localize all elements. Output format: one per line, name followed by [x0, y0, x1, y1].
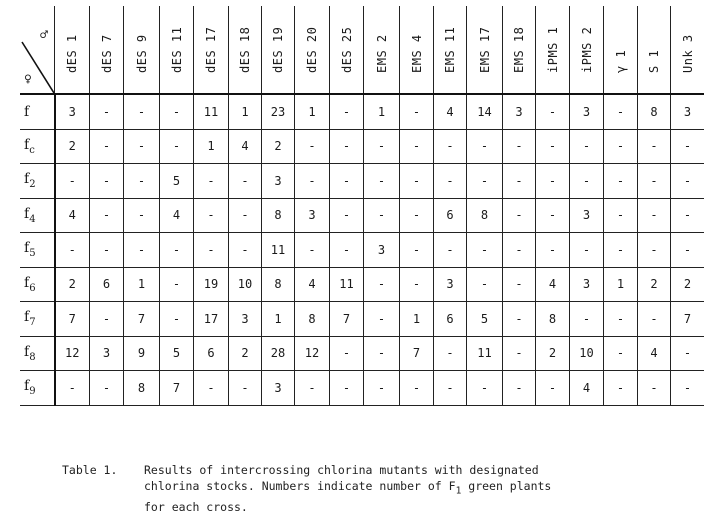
table-cell: -: [160, 94, 194, 129]
column-header-label: iPMS 2: [579, 26, 594, 73]
table-cell: 8: [638, 94, 671, 129]
table-cell: -: [638, 233, 671, 268]
table-cell: 3: [570, 198, 604, 233]
table-cell: -: [467, 164, 503, 199]
table-cell: 6: [434, 198, 467, 233]
table-cell: 2: [536, 336, 570, 371]
column-header-label: S 1: [647, 49, 661, 73]
table-cell: -: [400, 94, 434, 129]
table-cell: -: [638, 129, 671, 164]
table-cell: 10: [229, 267, 262, 302]
column-header: [262, 6, 295, 94]
column-header: [124, 6, 160, 94]
table-cell: -: [467, 371, 503, 406]
table-cell: -: [330, 164, 364, 199]
table-cell: -: [124, 164, 160, 199]
table-cell: -: [364, 302, 400, 337]
table-cell: -: [536, 164, 570, 199]
table-cell: -: [194, 198, 229, 233]
table-cell: -: [55, 233, 90, 268]
table-cell: 3: [364, 233, 400, 268]
table-cell: -: [503, 267, 536, 302]
table-cell: 6: [434, 302, 467, 337]
table-cell: 4: [638, 336, 671, 371]
table-cell: -: [434, 371, 467, 406]
table-cell: 3: [90, 336, 124, 371]
table-cell: -: [194, 164, 229, 199]
table-cell: 1: [364, 94, 400, 129]
table-cell: -: [638, 302, 671, 337]
column-header-label: EMS 17: [477, 26, 492, 73]
table-cell: -: [364, 198, 400, 233]
table-cell: -: [434, 164, 467, 199]
table-cell: -: [503, 129, 536, 164]
table-cell: -: [570, 129, 604, 164]
table-cell: -: [364, 129, 400, 164]
table-cell: 28: [262, 336, 295, 371]
table-cell: 1: [124, 267, 160, 302]
table-cell: 4: [229, 129, 262, 164]
table-cell: -: [229, 233, 262, 268]
table-cell: 1: [400, 302, 434, 337]
table-cell: 12: [295, 336, 330, 371]
table-cell: 3: [295, 198, 330, 233]
column-header: [229, 6, 262, 94]
table-cell: -: [55, 164, 90, 199]
table-cell: 8: [262, 198, 295, 233]
column-header-label: dES 7: [99, 34, 114, 73]
table-cell: -: [55, 371, 90, 406]
table-cell: -: [160, 233, 194, 268]
table-cell: 3: [570, 267, 604, 302]
table-row: [20, 164, 704, 199]
table-cell: 7: [124, 302, 160, 337]
table-cell: 4: [536, 267, 570, 302]
table-cell: 2: [638, 267, 671, 302]
table-cell: -: [364, 164, 400, 199]
table-caption: [62, 462, 644, 515]
table-cell: -: [536, 233, 570, 268]
table-cell: 7: [400, 336, 434, 371]
column-header-label: dES 18: [238, 26, 252, 73]
table-cell: -: [671, 198, 705, 233]
caption-line-2: chlorina stocks. Numbers indicate number of $F_1$ green plants: [144, 479, 552, 497]
table-cell: -: [160, 267, 194, 302]
table-cell: 14: [467, 94, 503, 129]
column-header-label: EMS 4: [409, 34, 424, 73]
column-header: [55, 6, 90, 94]
table-cell: 7: [55, 302, 90, 337]
caption-line-1: Results of intercrossing chlorina mutants with designated: [144, 463, 539, 477]
table-cell: -: [604, 233, 638, 268]
table-cell: 8: [124, 371, 160, 406]
table-cell: 19: [194, 267, 229, 302]
table-cell: 2: [229, 336, 262, 371]
table-row: [20, 336, 704, 371]
table-cell: -: [400, 164, 434, 199]
table-cell: 3: [55, 94, 90, 129]
table-row: [20, 94, 704, 129]
column-header: [570, 6, 604, 94]
table-cell: -: [229, 198, 262, 233]
row-label: $f_7$: [20, 302, 55, 337]
table-cell: 6: [90, 267, 124, 302]
table-cell: 1: [262, 302, 295, 337]
table-cell: 11: [262, 233, 295, 268]
column-header-label: dES 9: [134, 34, 149, 73]
table-cell: -: [536, 129, 570, 164]
column-header: [160, 6, 194, 94]
column-header: [330, 6, 364, 94]
table-cell: -: [604, 336, 638, 371]
table-cell: -: [330, 129, 364, 164]
table-cell: 8: [536, 302, 570, 337]
table-cell: -: [467, 129, 503, 164]
row-label: $f_9$: [20, 371, 55, 406]
table-cell: -: [503, 371, 536, 406]
table-cell: 3: [229, 302, 262, 337]
table-cell: 1: [194, 129, 229, 164]
table-cell: -: [330, 94, 364, 129]
table-cell: -: [434, 336, 467, 371]
table-cell: -: [295, 164, 330, 199]
table-cell: -: [434, 233, 467, 268]
table-cell: -: [604, 94, 638, 129]
table-cell: -: [364, 267, 400, 302]
table-cell: -: [124, 233, 160, 268]
column-header-label: EMS 11: [443, 26, 457, 73]
table-cell: -: [536, 94, 570, 129]
column-header: [467, 6, 503, 94]
table-cell: -: [434, 129, 467, 164]
intercross-table: [20, 6, 704, 406]
row-label: $f_6$: [20, 267, 55, 302]
table-cell: 4: [570, 371, 604, 406]
table-cell: -: [536, 198, 570, 233]
table-cell: 8: [295, 302, 330, 337]
table-row: [20, 233, 704, 268]
table-cell: -: [604, 129, 638, 164]
table-cell: -: [638, 164, 671, 199]
table-cell: -: [124, 198, 160, 233]
table-cell: -: [671, 371, 705, 406]
column-header-label: Unk 3: [680, 34, 695, 73]
table-cell: -: [90, 94, 124, 129]
table-cell: -: [364, 336, 400, 371]
column-header: [434, 6, 467, 94]
table-cell: 8: [262, 267, 295, 302]
table-row: [20, 129, 704, 164]
table-cell: 23: [262, 94, 295, 129]
table-cell: -: [604, 198, 638, 233]
table-cell: 11: [330, 267, 364, 302]
table-cell: -: [400, 198, 434, 233]
table-cell: -: [604, 371, 638, 406]
table-cell: 5: [467, 302, 503, 337]
row-label: $f_c$: [20, 129, 55, 164]
table-row: [20, 302, 704, 337]
table-cell: 1: [229, 94, 262, 129]
column-header-label: dES 25: [339, 26, 354, 73]
table-cell: -: [90, 302, 124, 337]
table-cell: 8: [467, 198, 503, 233]
table-cell: 1: [295, 94, 330, 129]
column-header-label: γ 1: [613, 49, 628, 73]
table-cell: 4: [434, 94, 467, 129]
table-cell: -: [295, 233, 330, 268]
column-header-label: dES 17: [204, 26, 218, 73]
table-cell: -: [671, 164, 705, 199]
column-header: [604, 6, 638, 94]
table-cell: -: [570, 233, 604, 268]
table-cell: -: [671, 336, 705, 371]
male-symbol-icon: ♂: [40, 28, 48, 43]
table-cell: 4: [295, 267, 330, 302]
table-cell: -: [330, 336, 364, 371]
table-cell: 5: [160, 164, 194, 199]
column-header-label: dES 20: [305, 26, 319, 73]
corner-cell: [20, 6, 55, 94]
table-cell: -: [400, 129, 434, 164]
caption-text: [144, 462, 644, 515]
column-header: [638, 6, 671, 94]
table-cell: -: [503, 336, 536, 371]
table-cell: -: [503, 233, 536, 268]
table-cell: -: [604, 302, 638, 337]
table-cell: -: [638, 371, 671, 406]
column-header: [295, 6, 330, 94]
table-cell: -: [229, 164, 262, 199]
row-label: $f_5$: [20, 233, 55, 268]
table-cell: 4: [55, 198, 90, 233]
table-cell: -: [194, 233, 229, 268]
table-cell: -: [400, 371, 434, 406]
column-header-label: dES 19: [271, 26, 285, 73]
table-cell: -: [671, 233, 705, 268]
table-cell: -: [90, 164, 124, 199]
table-cell: -: [295, 371, 330, 406]
table-cell: -: [400, 267, 434, 302]
table-cell: 3: [262, 164, 295, 199]
table-cell: -: [570, 164, 604, 199]
column-header: [194, 6, 229, 94]
row-label: $f_2$: [20, 164, 55, 199]
table-body: [20, 94, 704, 405]
column-header-label: dES 11: [169, 26, 184, 73]
column-header: [90, 6, 124, 94]
table-cell: 1: [604, 267, 638, 302]
table-cell: -: [503, 198, 536, 233]
table-row: [20, 198, 704, 233]
column-header: [364, 6, 400, 94]
table-cell: 2: [55, 267, 90, 302]
table-cell: -: [671, 129, 705, 164]
table-row: [20, 371, 704, 406]
caption-label: Table 1.: [62, 463, 118, 477]
table-cell: 2: [671, 267, 705, 302]
table-cell: 17: [194, 302, 229, 337]
table-cell: 3: [262, 371, 295, 406]
table-cell: -: [330, 198, 364, 233]
table-cell: 4: [160, 198, 194, 233]
row-label: $f_8$: [20, 336, 55, 371]
column-header-label: iPMS 1: [545, 26, 560, 73]
table-cell: 9: [124, 336, 160, 371]
table-cell: 12: [55, 336, 90, 371]
column-header-label: EMS 18: [512, 26, 526, 73]
table-cell: -: [604, 164, 638, 199]
table-cell: -: [330, 371, 364, 406]
table-header-row: [20, 6, 704, 94]
caption-line-3: for each cross.: [144, 500, 248, 515]
table-cell: 3: [503, 94, 536, 129]
table-cell: 2: [55, 129, 90, 164]
table-cell: -: [90, 371, 124, 406]
table-cell: -: [124, 94, 160, 129]
table-cell: -: [503, 302, 536, 337]
column-header: [400, 6, 434, 94]
table-cell: -: [638, 198, 671, 233]
female-symbol-icon: ♀: [24, 72, 32, 87]
table-cell: -: [400, 233, 434, 268]
table-cell: 11: [194, 94, 229, 129]
table-cell: 10: [570, 336, 604, 371]
table-cell: -: [229, 371, 262, 406]
column-header-label: EMS 2: [374, 34, 389, 73]
table-cell: -: [570, 302, 604, 337]
table-cell: -: [124, 129, 160, 164]
column-header: [536, 6, 570, 94]
table-cell: -: [90, 129, 124, 164]
column-header: [671, 6, 705, 94]
table-cell: -: [330, 233, 364, 268]
row-label: f: [20, 94, 55, 129]
table-cell: 6: [194, 336, 229, 371]
table-cell: -: [160, 302, 194, 337]
table-cell: -: [503, 164, 536, 199]
table-cell: 7: [160, 371, 194, 406]
table-cell: -: [467, 267, 503, 302]
table-cell: 5: [160, 336, 194, 371]
table-cell: -: [364, 371, 400, 406]
table-row: [20, 267, 704, 302]
table-cell: 7: [671, 302, 705, 337]
table-cell: 2: [262, 129, 295, 164]
table-cell: -: [467, 233, 503, 268]
table-cell: 7: [330, 302, 364, 337]
table-cell: 3: [434, 267, 467, 302]
table-cell: -: [194, 371, 229, 406]
row-label: $f_4$: [20, 198, 55, 233]
table-cell: -: [160, 129, 194, 164]
table-cell: 11: [467, 336, 503, 371]
table-cell: 3: [570, 94, 604, 129]
column-header: [503, 6, 536, 94]
table-cell: -: [536, 371, 570, 406]
table-cell: 3: [671, 94, 705, 129]
table-cell: -: [90, 233, 124, 268]
table-cell: -: [295, 129, 330, 164]
column-header-label: dES 1: [65, 34, 79, 73]
table-cell: -: [90, 198, 124, 233]
